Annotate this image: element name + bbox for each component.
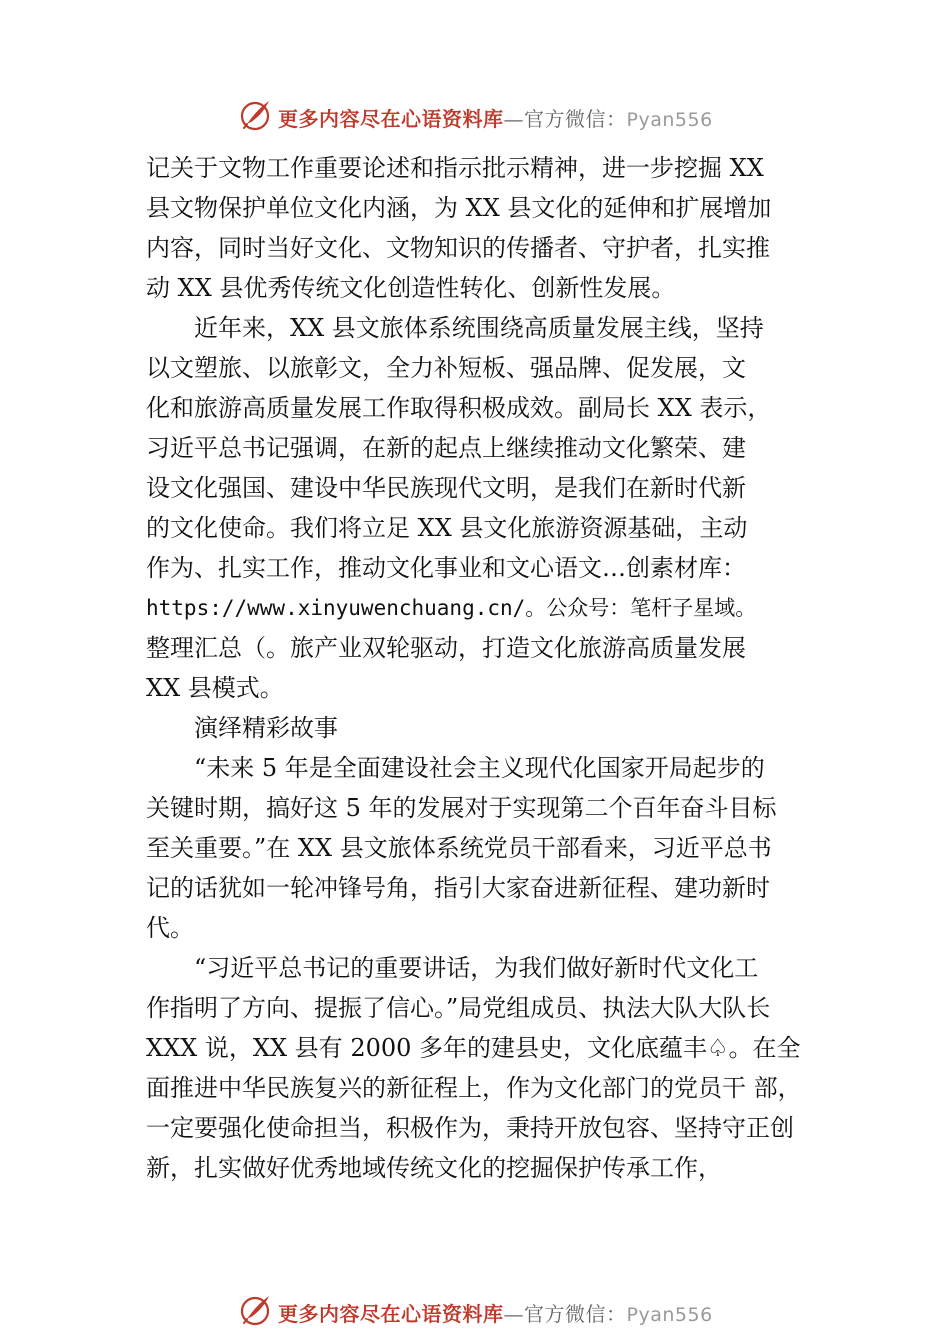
paragraph-line: XX 县模式。 [146, 674, 284, 702]
header-watermark [0, 95, 950, 135]
paragraph-line: 动 XX 县优秀传统文化创造性转化、创新性发展。 [146, 274, 676, 302]
watermark-title: 更多内容尽在心语资料库 [278, 107, 504, 131]
watermark-wechat-label: 官方微信： [524, 1302, 627, 1326]
paragraph-line: 作为、扎实工作，推动文化事业和文心语文…创素材库： [146, 554, 746, 582]
paragraph-line: 以文塑旅、以旅彰文，全力补短板、强品牌、促发展，文 [146, 354, 746, 382]
watermark-wechat-id: Pyan556 [626, 1304, 713, 1326]
quill-logo-icon [238, 1292, 274, 1328]
paragraph-line: 整理汇总（。旅产业双轮驱动，打造文化旅游高质量发展 [146, 634, 746, 662]
watermark-dash: — [503, 107, 524, 131]
paragraph-line: 设文化强国、建设中华民族现代文明，是我们在新时代新 [146, 474, 746, 502]
watermark-wechat-label: 官方微信： [524, 107, 627, 131]
paragraph-line-url: https://www.xinyuwenchuang.cn/。公众号：笔杆子星域。 [146, 596, 757, 620]
watermark-text [278, 103, 713, 132]
watermark-text [278, 1298, 713, 1327]
paragraph-line: 代。 [146, 914, 194, 942]
paragraph-line: 记关于文物工作重要论述和指示批示精神，进一步挖掘 XX [146, 154, 764, 182]
paragraph-line: 记的话犹如一轮冲锋号角，指引大家奋进新征程、建功新时 [146, 874, 770, 902]
paragraph-line: 新，扎实做好优秀地域传统文化的挖掘保护传承工作， [146, 1154, 722, 1182]
watermark-wechat-id: Pyan556 [626, 109, 713, 131]
watermark-title: 更多内容尽在心语资料库 [278, 1302, 504, 1326]
quill-logo-icon [238, 97, 274, 133]
paragraph-line: “习近平总书记的重要讲话，为我们做好新时代文化工 [194, 954, 759, 982]
document-body [146, 148, 836, 1188]
paragraph-line: 作指明了方向、提振了信心。”局党组成员、执法大队大队长 [146, 994, 771, 1022]
paragraph-line: 至关重要。”在 XX 县文旅体系统党员干部看来，习近平总书 [146, 834, 772, 862]
paragraph-line: 内容，同时当好文化、文物知识的传播者、守护者，扎实推 [146, 234, 770, 262]
footer-watermark [0, 1290, 950, 1330]
paragraph-line: 一定要强化使命担当，积极作为，秉持开放包容、坚持守正创 [146, 1114, 794, 1142]
paragraph-line: 近年来，XX 县文旅体系统围绕高质量发展主线，坚持 [194, 314, 764, 342]
paragraph-line: 关键时期，搞好这 5 年的发展对于实现第二个百年奋斗目标 [146, 794, 777, 822]
paragraph-line: 县文物保护单位文化内涵，为 XX 县文化的延伸和扩展增加 [146, 194, 772, 222]
paragraph-line: 习近平总书记强调，在新的起点上继续推动文化繁荣、建 [146, 434, 746, 462]
paragraph-line: XXX 说，XX 县有 2000 多年的建县史，文化底蕴丰♤。在全 [146, 1034, 801, 1062]
paragraph-line: 化和旅游高质量发展工作取得积极成效。副局长 XX 表示， [146, 394, 772, 422]
paragraph-line: “未来 5 年是全面建设社会主义现代化国家开局起步的 [194, 754, 765, 782]
section-heading: 演绎精彩故事 [194, 714, 338, 742]
paragraph-line: 的文化使命。我们将立足 XX 县文化旅游资源基础，主动 [146, 514, 748, 542]
paragraph-line: 面推进中华民族复兴的新征程上，作为文化部门的党员干 部， [146, 1074, 802, 1102]
watermark-dash: — [503, 1302, 524, 1326]
